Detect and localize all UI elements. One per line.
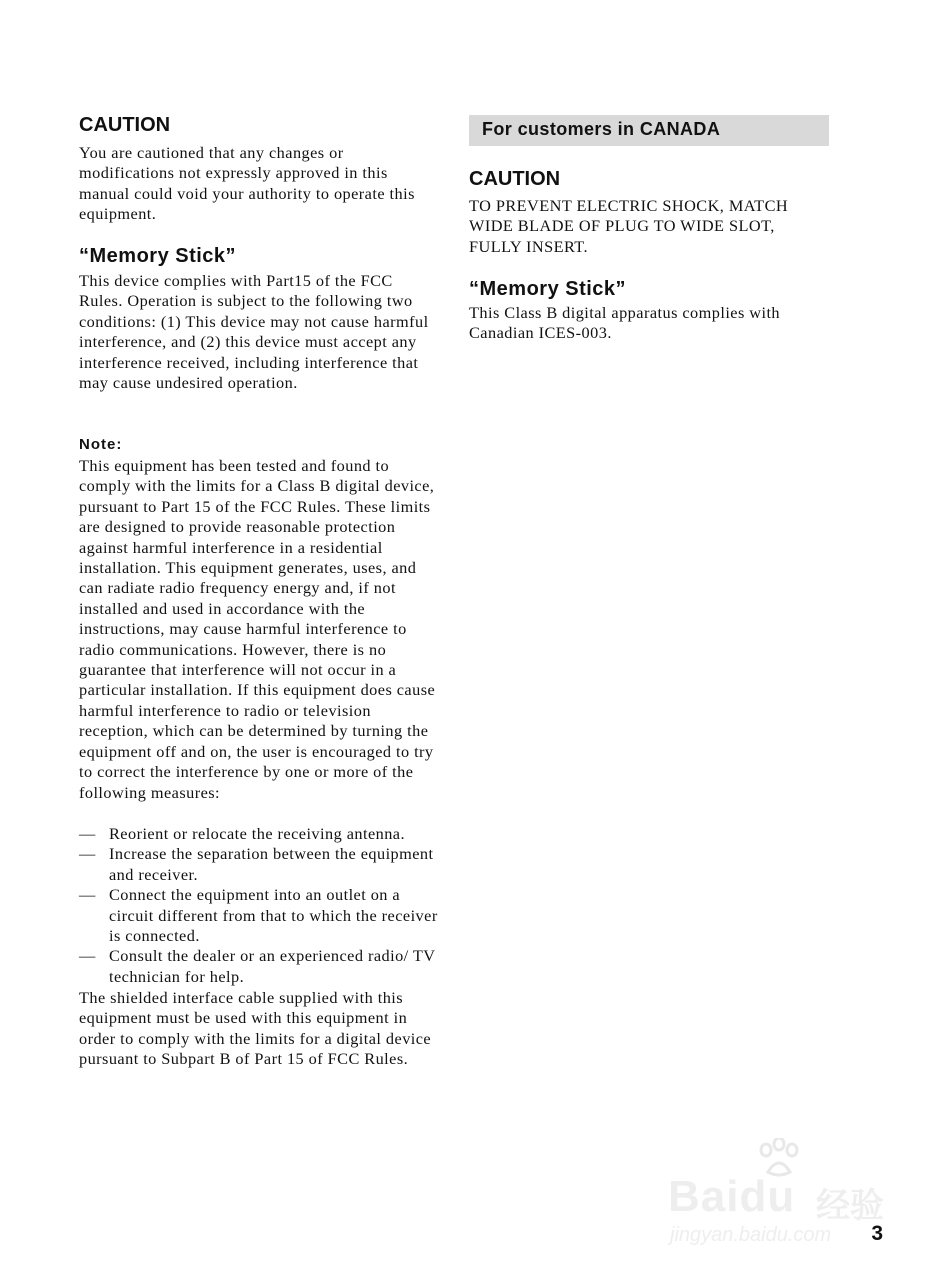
watermark-url: jingyan.baidu.com (670, 1224, 832, 1246)
measures-list (79, 824, 441, 987)
list-item (79, 946, 441, 987)
canada-caution-text: TO PREVENT ELECTRIC SHOCK, MATCH WIDE BLADE OF PLUG TO WIDE SLOT, FULLY INSERT. (469, 196, 789, 256)
canada-banner (469, 115, 829, 146)
list-item (79, 844, 441, 885)
canada-banner-label: For customers in CANADA (482, 119, 721, 139)
list-item (79, 885, 441, 946)
canada-caution-heading: CAUTION (469, 168, 561, 190)
canada-memory-stick-heading: “Memory Stick” (469, 278, 627, 300)
dash-bullet: — (79, 824, 96, 843)
dash-bullet: — (79, 946, 96, 966)
memory-stick-text: This device complies with Part15 of the FCC Rules. Operation is subject to the following two conditions: (1) This device may not cause harmful interference, and (2) this device must accept any interference received, including interference that may cause undesired operation. (79, 271, 429, 393)
watermark-cn: 经验 (816, 1186, 884, 1226)
memory-stick-heading: “Memory Stick” (79, 245, 237, 267)
measure-text: Reorient or relocate the receiving antenna. (109, 824, 405, 843)
measure-text: Increase the separation between the equipment and receiver. (109, 844, 434, 884)
canada-memory-stick-text: This Class B digital apparatus complies with Canadian ICES-003. (469, 303, 781, 343)
caution-text: You are cautioned that any changes or modifications not expressly approved in this manual could void your authority to operate this equipment. (79, 143, 415, 224)
measure-text: Consult the dealer or an experienced radio/ TV technician for help. (109, 946, 436, 986)
note-text: This equipment has been tested and found to comply with the limits for a Class B digital device, pursuant to Part 15 of the FCC Rules. These limits are designed to provide reasonable protection against harmful interference in a residential installation. This equipment generates, uses, and can radiate radio frequency energy and, if not installed and used in accordance with the instructions, may cause harmful interference to radio communications. However, there is no guarantee that interference will not occur in a particular installation. If this equipment does cause harmful interference to radio or television reception, which can be determined by turning the equipment off and on, the user is encouraged to try to correct the interference by one or more of the following measures: (79, 456, 436, 802)
baidu-watermark (668, 1138, 898, 1248)
dash-bullet: — (79, 885, 96, 905)
note-heading: Note: (79, 436, 123, 453)
caution-heading: CAUTION (79, 114, 171, 136)
watermark-brand: Baidu (668, 1172, 796, 1221)
list-item (79, 824, 441, 844)
measure-text: Connect the equipment into an outlet on a circuit different from that to which the receiver is connected. (109, 885, 438, 946)
closing-text: The shielded interface cable supplied with this equipment must be used with this equipment in order to comply with the limits for a digital device pursuant to Subpart B of Part 15 of FCC Rules. (79, 988, 432, 1069)
dash-bullet: — (79, 844, 96, 864)
page-number: 3 (871, 1222, 883, 1245)
